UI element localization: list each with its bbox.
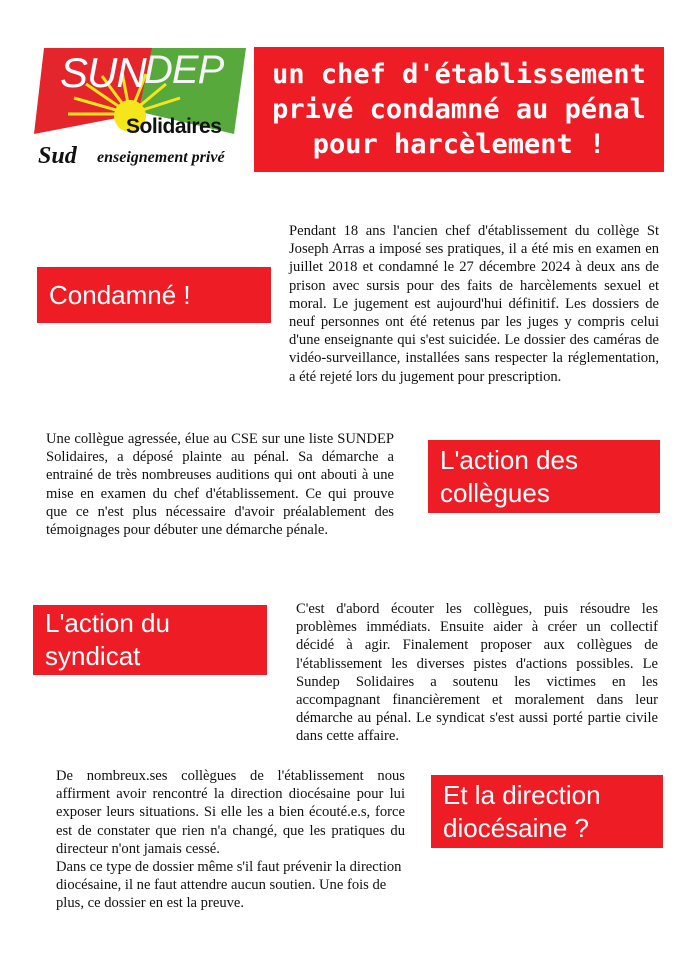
paragraph-syndicat: C'est d'abord écouter les collègues, puis résoudre les problèmes immédiats. Ensuite aider à créer un collectif décidé à agir. Finalement proposer aux collègues de l'établissement les diverses pistes d'actions possibles. Le Sundep Solidaires a soutenu les victimes en les accompagnant financièrement et moralement dans leur démarche au pénal. Le syndicat s'est aussi porté partie civile dans cette affaire. [296,601,658,745]
paragraph-direction-block [56,767,405,913]
paragraph-direction-1: De nombreux.ses collègues de l'établissement nous affirment avoir rencontré la direction diocésaine pour lui exposer leurs situations. Si elle les a bien écouté.e.s, force est de constater que rien n'a changé, que les pratiques du directeur n'ont jamais cessé. [56,768,405,857]
main-title-box [254,47,664,172]
page-title: un chef d'établissement privé condamné au pénal pour harcèlement ! [272,59,646,160]
heading-syndicat [33,605,267,675]
heading-direction-label: Et la direction diocésaine ? [443,779,601,843]
heading-direction [431,775,663,848]
heading-condamne-label: Condamné ! [49,279,191,310]
logo-subtitle: enseignement privé [97,149,225,166]
heading-collegues [428,440,660,513]
heading-syndicat-label: L'action du syndicat [45,608,170,671]
logo-sun-text: SUN [60,49,146,96]
logo-solidaires-text: Solidaires [126,115,222,138]
heading-collegues-label: L'action des collègues [440,444,578,508]
sundep-logo [34,40,246,174]
paragraph-collegues: Une collègue agressée, élue au CSE sur une liste SUNDEP Solidaires, a déposé plainte au pénal. Sa démarche a entrainé de très nombreuses auditions qui ont abouti à une mise en examen du chef d'établissement. Ce qui prouve que ce n'est plus nécessaire d'avoir préalablement des témoignages pour débuter une démarche pénale. [46,431,394,539]
paragraph-direction-2: Dans ce type de dossier même s'il faut prévenir la direction diocésaine, il ne faut attendre aucun soutien. Une fois de plus, ce dossier en est la preuve. [56,859,402,912]
logo-dep-text: DEP [144,48,224,92]
logo-sud-text: Sud [38,143,77,169]
paragraph-condamne: Pendant 18 ans l'ancien chef d'établissement du collège St Joseph Arras a imposé ses pratiques, il a été mis en examen en juillet 2018 et condamné le 27 décembre 2024 à deux ans de prison avec sursis pour des faits de harcèlements sexuel et moral. Le jugement est aujourd'hui définitif. Les dossiers de neuf personnes ont été retenus par les juges y compris celui d'une enseignante qui s'est suicidée. Le dossier des caméras de vidéo-surveillance, installées sans respecter la réglementation, a été rejeté lors du jugement pour prescription. [289,223,659,385]
heading-condamne [37,267,271,323]
